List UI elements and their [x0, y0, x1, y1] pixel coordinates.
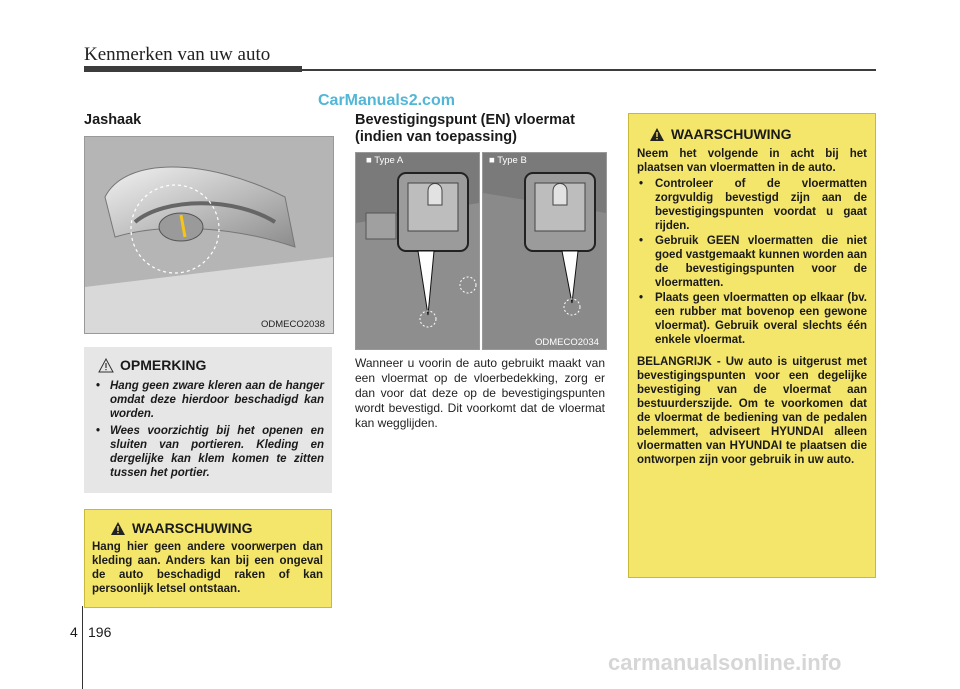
warning-heading	[649, 126, 867, 142]
warning-heading	[110, 520, 323, 536]
section-title-line: Bevestigingspunt (EN) vloermat	[355, 112, 575, 128]
warning-heading-text: WAARSCHUWING	[671, 126, 792, 142]
warning-triangle-icon	[110, 521, 126, 536]
warning-item: • Gebruik GEEN vloermatten die niet goed vastgemaakt kunnen worden aan de bevestigingspunten voor de vloermatten.	[637, 234, 867, 290]
watermark-top[interactable]: CarManuals2.com	[318, 92, 455, 109]
floor-mat-anchor-illustration-b	[483, 153, 606, 349]
note-list	[92, 379, 324, 480]
floor-mat-photo-type-b	[482, 152, 607, 350]
header-rule-thin	[302, 69, 876, 71]
note-item: • Wees voorzichtig bij het openen en sluiten van portieren. Kleding en dergelijke kan klem komen te zitten tussen het portier.	[92, 424, 324, 480]
note-heading-text: OPMERKING	[120, 357, 207, 373]
type-b-label: ■ Type B	[489, 155, 527, 166]
warning-important: BELANGRIJK - Uw auto is uitgerust met bevestigingspunten voor een degelijke bevestiging van de vloermat aan bestuurderszijde. Om te voorkomen dat de vloermat de bediening van de pedalen belemmert, adviseert HYUNDAI alleen vloermatten van HYUNDAI te plaatsen die ontworpen zijn voor gebruik in uw auto.	[637, 356, 867, 466]
warning-item: • Controleer of de vloermatten zorgvuldig bevestigd zijn aan de bevestigingspunten voordat u gaat rijden.	[637, 177, 867, 233]
note-heading	[98, 357, 324, 373]
photo-code: ODMECO2038	[261, 319, 325, 330]
warning-box-floor-mat	[628, 113, 876, 578]
note-item: • Hang geen zware kleren aan de hanger omdat deze hierdoor beschadigd kan worden.	[92, 379, 324, 421]
floor-mat-anchor-illustration-a	[356, 153, 479, 349]
note-box	[84, 347, 332, 493]
chapter-number: 4	[70, 624, 78, 640]
header-rule-thick	[84, 66, 302, 72]
page-header-title: Kenmerken van uw auto	[84, 44, 271, 65]
warning-intro: Neem het volgende in acht bij het plaatsen van vloermatten in de auto.	[637, 148, 867, 174]
type-a-label: ■ Type A	[366, 155, 404, 166]
section-title-floor-mat	[355, 112, 575, 146]
warning-triangle-outline-icon	[98, 358, 114, 373]
watermark-bottom[interactable]: carmanualsonline.info	[608, 650, 842, 675]
floor-mat-photo-type-a	[355, 152, 480, 350]
photo-code: ODMECO2034	[535, 337, 599, 348]
coat-hook-illustration	[85, 137, 333, 333]
footer-divider	[82, 606, 83, 689]
section-title-line: (indien van toepassing)	[355, 129, 517, 145]
floor-mat-body-text: Wanneer u voorin de auto gebruikt maakt van een vloermat op de vloerbedekking, zorg er dan voor dat deze op de bevestigingspunten wordt bevestigd. Dit voorkomt dat de vloermat kan wegglijden.	[355, 356, 605, 430]
warning-item: • Plaats geen vloermatten op elkaar (bv. een rubber mat bovenop een gewone vloermat). Gebruik overal slechts één enkele vloermat.	[637, 291, 867, 347]
warning-box-coat-hook	[84, 509, 332, 608]
page-number: 196	[88, 624, 112, 640]
warning-triangle-icon	[649, 127, 665, 142]
coat-hook-photo	[84, 136, 334, 334]
warning-heading-text: WAARSCHUWING	[132, 520, 253, 536]
warning-list	[637, 177, 867, 347]
warning-text: Hang hier geen andere voorwerpen dan kleding aan. Anders kan bij een ongeval de auto beschadigd raken of kan persoonlijk letsel ontstaan.	[92, 541, 323, 595]
section-title-coat-hook: Jashaak	[84, 112, 142, 128]
